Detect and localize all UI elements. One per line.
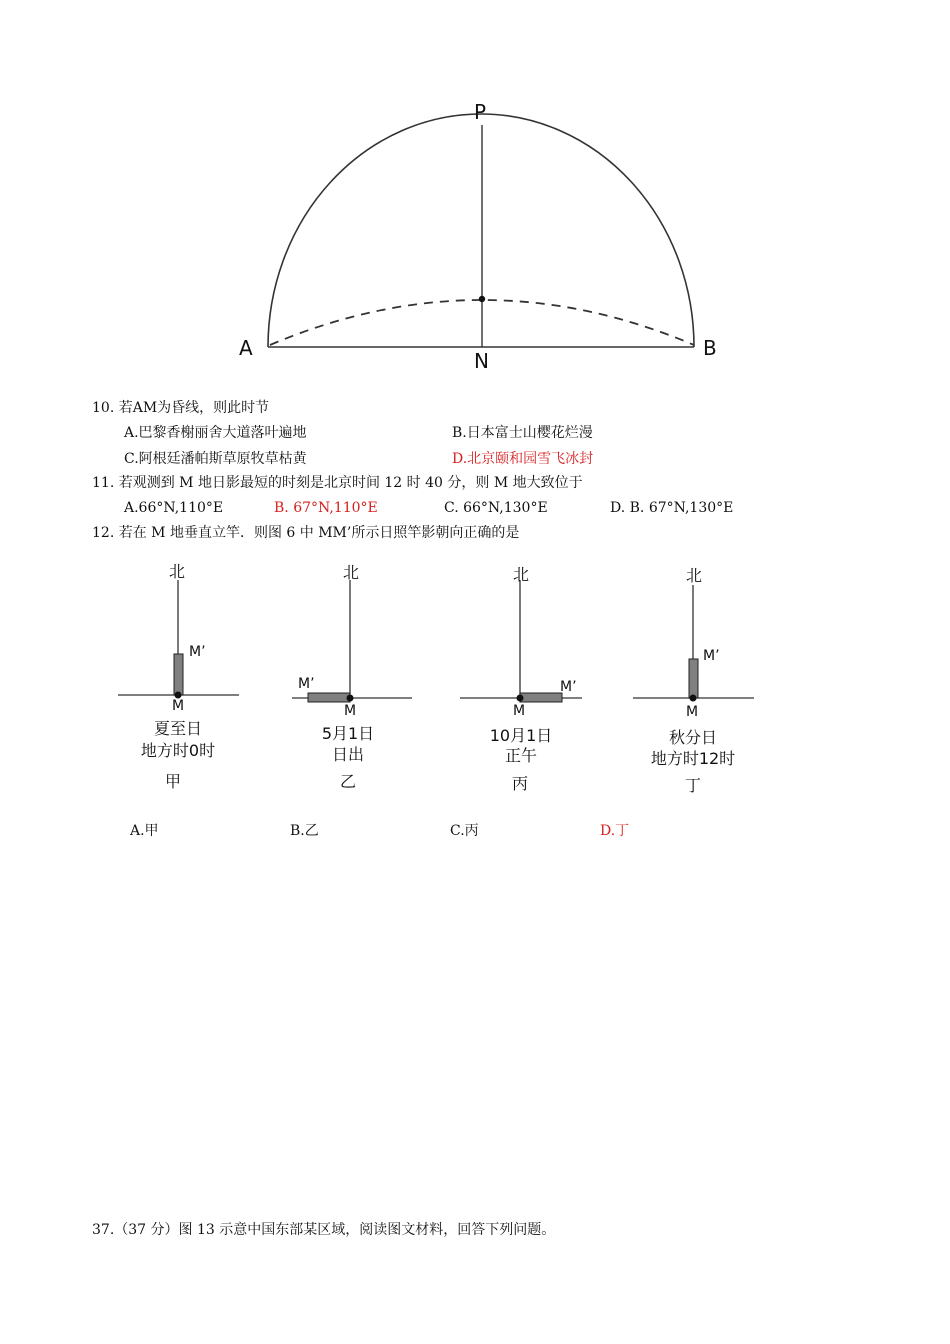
diagram-yi-caption2: 日出	[331, 745, 364, 764]
q11-option-b-answer: B. 67°N,110°E	[274, 500, 378, 516]
q12-option-d-answer: D.丁	[600, 823, 630, 839]
diagram-yi-name: 乙	[339, 772, 356, 791]
diagram-ding-name: 丁	[684, 776, 701, 795]
diagram-bing-m-prime: M’	[560, 679, 577, 695]
shadow-bar	[520, 693, 562, 702]
diagram-jia-caption1: 夏至日	[153, 719, 202, 738]
q10-option-b: B.日本富士山樱花烂漫	[452, 425, 593, 441]
diagram-bing-m: M	[513, 703, 526, 719]
label-p: P	[474, 100, 487, 124]
diagram-yi-caption1: 5月1日	[321, 724, 375, 743]
semicircle-arc	[268, 114, 694, 347]
diagram-ding-m: M	[686, 704, 699, 720]
diagram-jia-m: M	[172, 698, 185, 714]
q12-option-c: C.丙	[450, 823, 479, 839]
diagram-jia-caption2: 地方时0时	[140, 741, 216, 760]
m-point	[517, 695, 524, 702]
diagram-ding-m-prime: M’	[703, 648, 720, 664]
diagram-ding	[630, 580, 760, 705]
diagram-jia-m-prime: M’	[189, 644, 206, 660]
shadow-bar	[308, 693, 350, 702]
m-point	[347, 695, 354, 702]
q11-option-d: D. B. 67°N,130°E	[610, 500, 734, 516]
diagram-yi-m: M	[344, 703, 357, 719]
q12-option-a: A.甲	[130, 823, 159, 839]
diagram-yi-north: 北	[343, 563, 360, 582]
diagram-jia	[115, 580, 245, 705]
diagram-ding-north: 北	[686, 566, 703, 585]
label-a: A	[239, 336, 253, 360]
q10-option-c: C.阿根廷潘帕斯草原牧草枯黄	[124, 451, 307, 467]
label-n: N	[474, 349, 489, 373]
m-point	[690, 695, 697, 702]
shadow-bar	[689, 659, 698, 698]
diagram-jia-name: 甲	[164, 772, 181, 791]
diagram-yi-m-prime: M’	[298, 676, 315, 692]
q11-option-a: A.66°N,110°E	[124, 500, 224, 516]
label-b: B	[703, 336, 717, 360]
q11-option-c: C. 66°N,130°E	[444, 500, 548, 516]
diagram-bing-caption2: 正午	[504, 746, 537, 765]
shadow-bar	[174, 654, 183, 695]
q10-option-a: A.巴黎香榭丽舍大道落叶遍地	[124, 425, 307, 441]
q10-stem: 10. 若AM为昏线，则此时节	[92, 400, 270, 416]
diagram-ding-caption1: 秋分日	[668, 728, 717, 747]
diagram-bing-name: 丙	[511, 774, 528, 793]
diagram-jia-north: 北	[169, 562, 186, 581]
q12-option-b: B.乙	[290, 823, 319, 839]
diagram-ding-caption2: 地方时12时	[650, 749, 736, 768]
diagram-bing-caption1: 10月1日	[489, 726, 553, 745]
q11-stem: 11. 若观测到 M 地日影最短的时刻是北京时间 12 时 40 分，则 M 地大致位于	[92, 475, 583, 491]
center-dot	[479, 296, 485, 302]
q37-stem: 37.（37 分）图 13 示意中国东部某区域，阅读图文材料，回答下列问题。	[92, 1222, 556, 1238]
diagram-bing-north: 北	[513, 565, 530, 584]
q12-stem: 12. 若在 M 地垂直立竿．则图 6 中 MM’所示日照竿影朝向正确的是	[92, 525, 520, 541]
q10-option-d-answer: D.北京颐和园雪飞冰封	[452, 451, 594, 467]
semicircle-diagram	[230, 95, 730, 375]
